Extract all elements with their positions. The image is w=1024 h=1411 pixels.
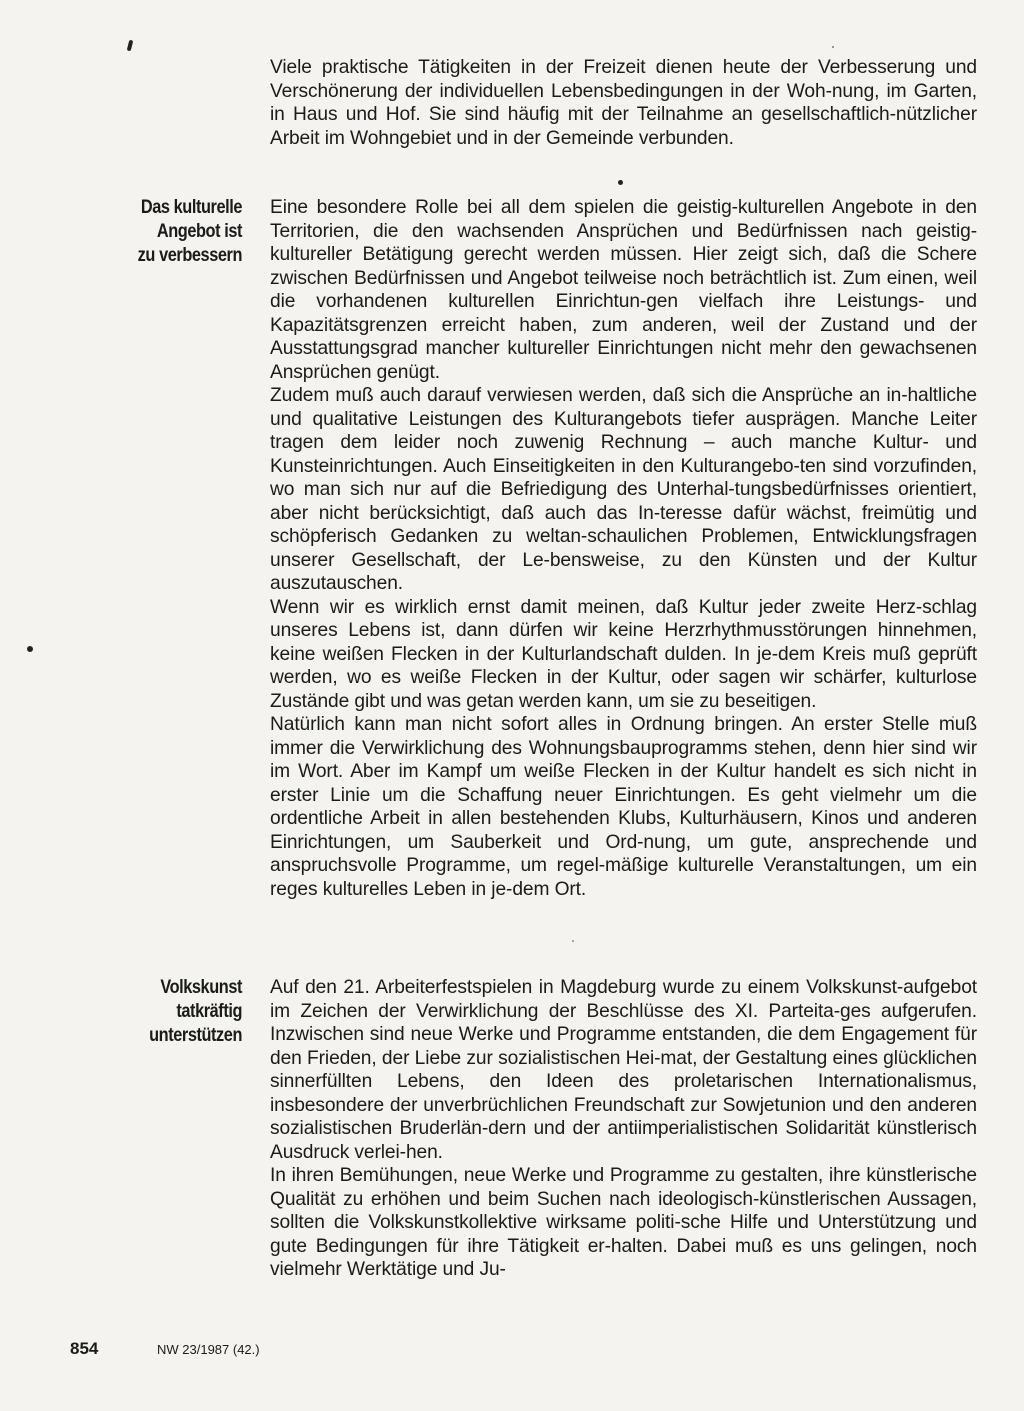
heading-line: Volkskunst xyxy=(160,977,242,998)
section-kulturelles-angebot-text xyxy=(270,196,977,901)
scan-speck xyxy=(27,646,33,652)
body-paragraph: Natürlich kann man nicht sofort alles in Ordnung bringen. An erster Stelle muß immer die Verwirklichung des Wohnungsbauprogramms stehen, denn hier sind wir im Wort. Aber im Kampf um weiße Flecken in der Kultur handelt es sich nicht in erster Linie um die Schaffung neuer Einrichtungen. Es geht vielmehr um die ordentliche Arbeit in allen bestehenden Klubs, Kulturhäusern, Kinos und anderen Einrichtungen, um Sauberkeit und Ord-nung, um gute, ansprechende und anspruchsvolle Programme, um regel-mäßige kulturelle Veranstaltungen, um ein reges kulturelles Leben in je-dem Ort. xyxy=(270,714,977,900)
scan-speck xyxy=(127,40,134,52)
side-heading-kulturelles-angebot xyxy=(94,196,242,268)
section-volkskunst-text xyxy=(270,976,977,1282)
page-number: 854 xyxy=(70,1339,99,1358)
heading-line: unterstützen xyxy=(149,1025,242,1046)
heading-line: Das kulturelle xyxy=(140,197,242,218)
body-paragraph: Wenn wir es wirklich ernst damit meinen, daß Kultur jeder zweite Herz-schlag unseres Lebens ist, dann dürfen wir keine Herzrhythmusstörungen hinnehmen, keine weißen Flecken in der Kulturlandschaft dulden. In je-dem Kreis muß geprüft werden, wo es weiße Flecken in der Kultur, oder sagen wir schärfer, kulturlose Zustände gibt und was getan werden kann, um sie zu beseitigen. xyxy=(270,596,977,712)
body-paragraph: In ihren Bemühungen, neue Werke und Programme zu gestalten, ihre künstlerische Qualität zu erhöhen und beim Suchen nach ideologisch-künstlerischen Aussagen, sollten die Volkskunstkollektive wirksame politi-sche Hilfe und Unterstützung und gute Bedingungen für ihre Tätigkeit er-halten. Dabei muß es uns gelingen, noch vielmehr Werktätige und Ju- xyxy=(270,1165,977,1280)
intro-paragraph-block xyxy=(270,56,977,150)
scan-speck xyxy=(618,180,623,185)
issue-reference: NW 23/1987 (42.) xyxy=(157,1342,260,1357)
heading-line: tatkräftig xyxy=(176,1001,242,1022)
scan-speck xyxy=(832,46,834,48)
body-paragraph: Eine besondere Rolle bei all dem spielen die geistig-kulturellen Angebote in den Territorien, die den wachsenden Ansprüchen und Bedürfnissen nach geistig-kultureller Betätigung gerecht werden müssen. Hier zeigt sich, daß die Schere zwischen Bedürfnissen und Angebot teilweise noch beträchtlich ist. Zum einen, weil die vorhandenen kulturellen Einrichtun-gen vielfach ihre Leistungs- und Kapazitätsgrenzen erreicht haben, zum anderen, weil der Zustand und der Ausstattungsgrad mancher kultureller Einrichtungen nicht mehr den gewachsenen Ansprüchen genügt. xyxy=(270,197,977,383)
scan-speck xyxy=(572,940,574,942)
heading-line: zu verbessern xyxy=(137,245,242,266)
body-paragraph: Viele praktische Tätigkeiten in der Freizeit dienen heute der Verbesserung und Verschönerung der individuellen Lebensbedingungen in der Woh-nung, im Garten, in Haus und Hof. Sie sind häufig mit der Teilnahme an gesellschaftlich-nützlicher Arbeit im Wohngebiet und in der Gemeinde verbunden. xyxy=(270,57,977,149)
side-heading-volkskunst xyxy=(94,976,242,1048)
heading-line: Angebot ist xyxy=(156,221,242,242)
body-paragraph: Auf den 21. Arbeiterfestspielen in Magdeburg wurde zu einem Volkskunst-aufgebot im Zeichen der Verwirklichung der Beschlüsse des XI. Parteita-ges aufgerufen. Inzwischen sind neue Werke und Programme entstanden, die dem Engagement für den Frieden, der Liebe zur sozialistischen Hei-mat, der Gestaltung eines glücklichen sinnerfüllten Lebens, den Ideen des proletarischen Internationalismus, insbesondere der unverbrüchlichen Freundschaft zur Sowjetunion und den anderen sozialistischen Bruderlän-dern und der antiimperialistischen Solidarität künstlerisch Ausdruck verlei-hen. xyxy=(270,977,977,1163)
body-paragraph: Zudem muß auch darauf verwiesen werden, daß sich die Ansprüche an in-haltliche und qualitative Leistungen des Kulturangebots tiefer ausprägen. Manche Leiter tragen dem leider noch zuwenig Rechnung – auch manche Kultur- und Kunsteinrichtungen. Auch Einseitigkeiten in den Kulturangebo-ten sind vorzufinden, wo man sich nur auf die Befriedigung des Unterhal-tungsbedürfnisses orientiert, aber nicht berücksichtigt, daß auch das In-teresse dafür wächst, freimütig und schöpferisch Gedanken zu weltan-schaulichen Problemen, Entwicklungsfragen unserer Gesellschaft, der Le-bensweise, zu den Künsten und der Kultur auszutauschen. xyxy=(270,385,977,594)
